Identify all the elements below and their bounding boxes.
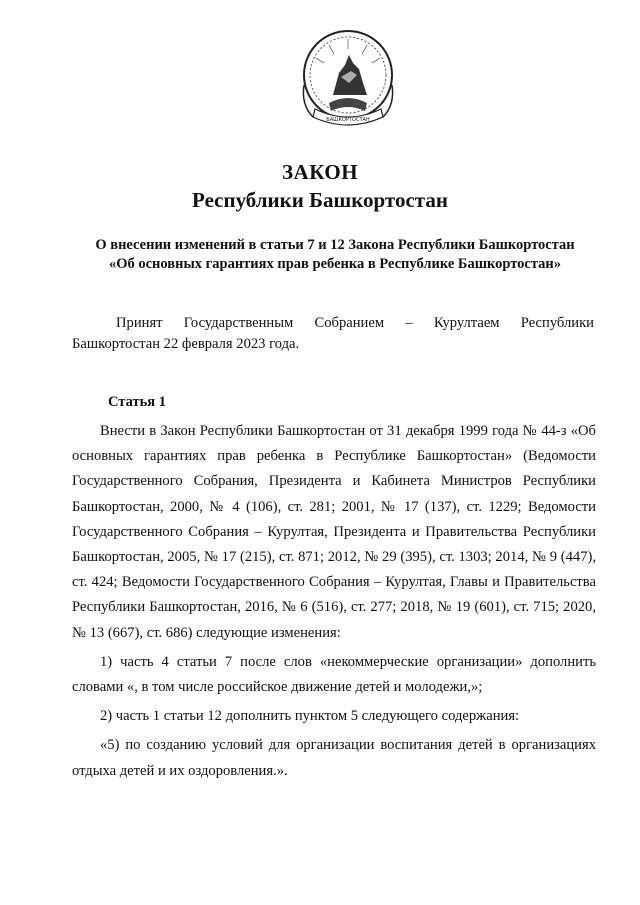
law-heading-line-2: «Об основных гарантиях прав ребенка в Республике Башкортостан» xyxy=(108,256,562,272)
article-paragraph: 2) часть 1 статьи 12 дополнить пунктом 5 следующего содержания: xyxy=(100,708,520,725)
emblem-ribbon-text: БАШКОРТОСТАН xyxy=(326,117,370,123)
article-title: Статья 1 xyxy=(108,394,166,410)
article-paragraph: «5) по созданию условий для организации воспитания детей в организациях отдыха детей и их оздоровления.». xyxy=(72,737,596,779)
law-heading-line-1: О внесении изменений в статьи 7 и 12 Закона Республики Башкортостан xyxy=(95,237,575,253)
document-title: ЗАКОН xyxy=(281,160,359,184)
adoption-statement: Принят Государственным Собранием – Курултаем Республики Башкортостан 22 февраля 2023 года. xyxy=(72,315,594,352)
document-subtitle: Республики Башкортостан xyxy=(192,188,448,212)
coat-of-arms-emblem-icon xyxy=(289,25,407,133)
article-paragraph: 1) часть 4 статьи 7 после слов «некоммерческие организации» дополнить словами «, в том числе российское движение детей и молодежи,»; xyxy=(72,653,596,696)
article-body xyxy=(72,419,596,784)
article-paragraph: Внести в Закон Республики Башкортостан от 31 декабря 1999 года № 44-з «Об основных гарантиях прав ребенка в Республике Башкортостан» (Ведомости Государственного Собрания, Президента и Кабинета Министров Республики Башкортостан, 2000, № 4 (106), ст. 281; 2001, № 17 (137), ст. 1229; Ведомости Государственного Собрания – Курултая, Президента и Правительства Республики Башкортостан, 2005, № 17 (215), ст. 871; 2012, № 29 (395), ст. 1303; 2014, № 9 (447), ст. 424; Ведомости Государственного Собрания – Курултая, Главы и Правительства Республики Башкортостан, 2016, № 6 (516), ст. 277; 2018, № 19 (601), ст. 715; 2020, № 13 (667), ст. 686) следующие изменения: xyxy=(72,423,596,641)
law-heading xyxy=(60,236,610,274)
